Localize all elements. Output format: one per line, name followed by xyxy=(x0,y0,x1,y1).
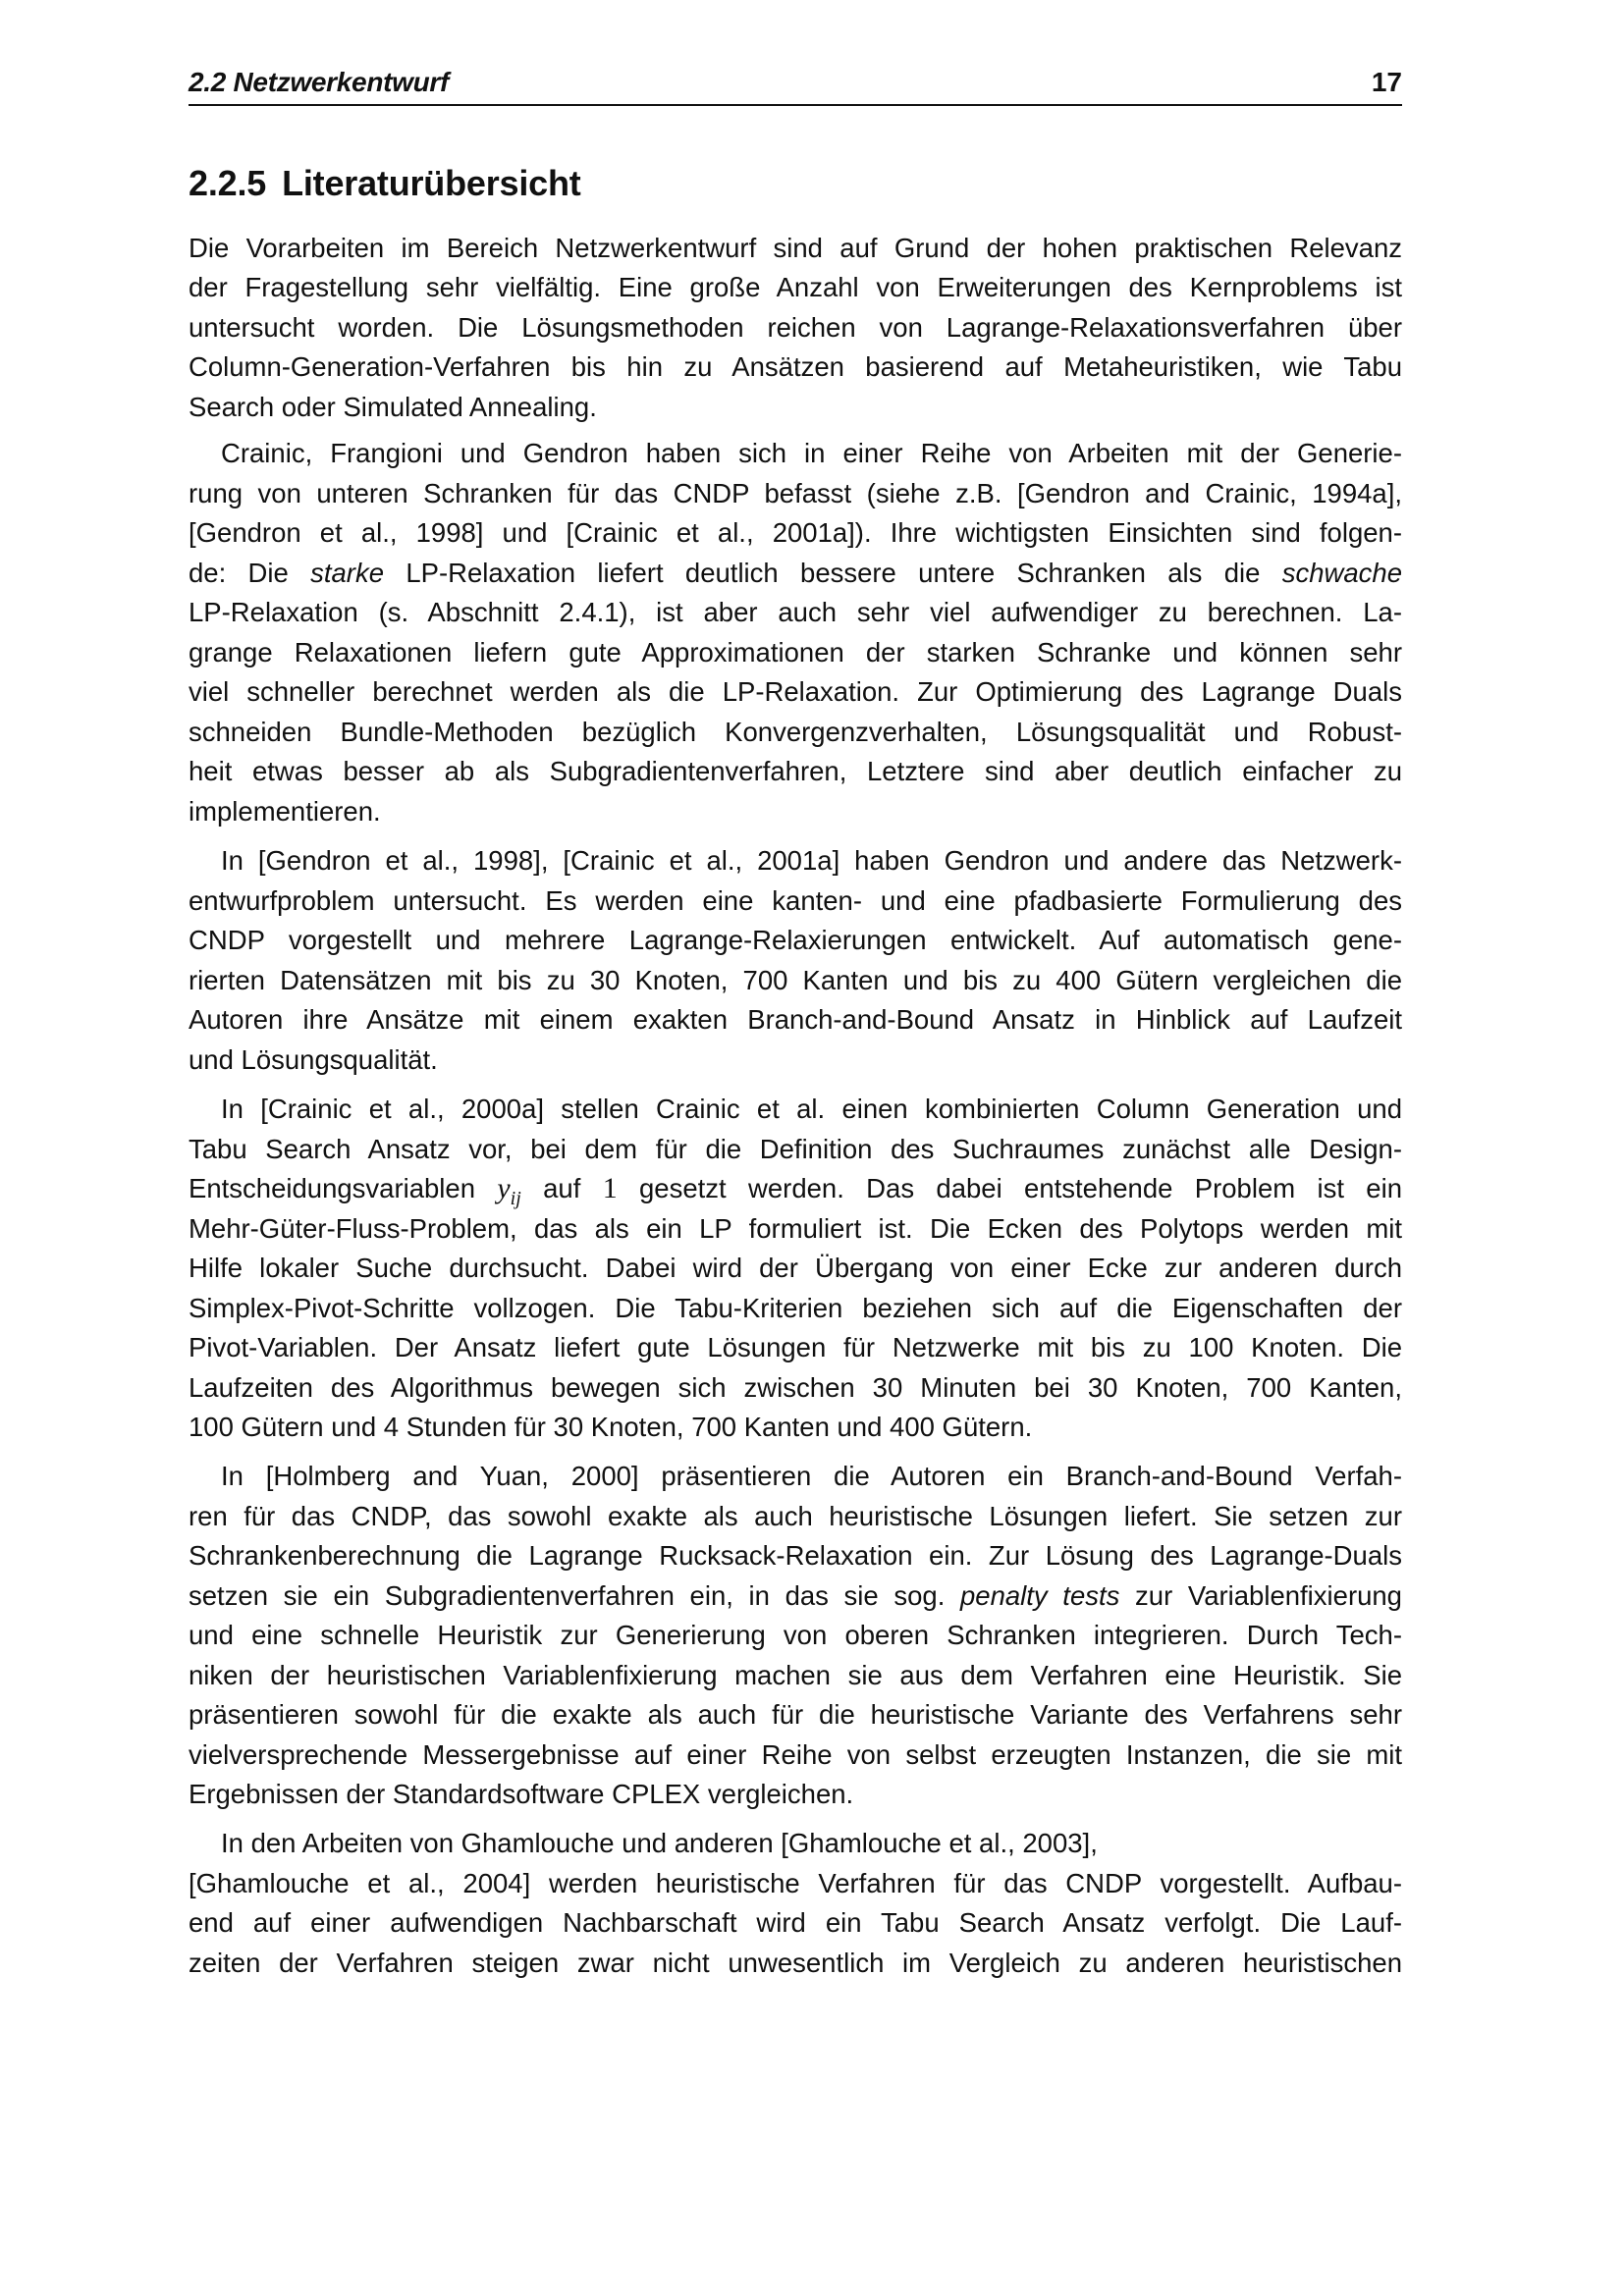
text-line: In [Holmberg and Yuan, 2000] präsentieren die Autoren ein Branch-and-Bound Verfah- xyxy=(221,1461,1402,1491)
text-line: 100 Gütern und 4 Stunden für 30 Knoten, 700 Kanten und 400 Gütern. xyxy=(189,1412,1033,1442)
text-line xyxy=(189,1576,1402,1616)
text-line: Search oder Simulated Annealing. xyxy=(189,392,597,422)
text-line: schneiden Bundle-Methoden bezüglich Konvergenzverhalten, Lösungsqualität und Robust- xyxy=(189,717,1402,747)
text-line: implementieren. xyxy=(189,796,381,827)
emphasis-penalty-tests: penalty tests xyxy=(959,1580,1120,1611)
text-line: Laufzeiten des Algorithmus bewegen sich zwischen 30 Minuten bei 30 Knoten, 700 Kanten, xyxy=(189,1372,1402,1403)
text-line: Ergebnissen der Standardsoftware CPLEX vergleichen. xyxy=(189,1779,854,1809)
text-run: gesetzt werden. Das dabei entstehende Problem ist ein xyxy=(617,1173,1403,1203)
text-line: vielversprechende Messergebnisse auf einer Reihe von selbst erzeugten Instanzen, die sie mit xyxy=(189,1739,1402,1770)
text-line: heit etwas besser ab als Subgradientenverfahren, Letztere sind aber deutlich einfacher zu xyxy=(189,756,1402,786)
text-line: Pivot-Variablen. Der Ansatz liefert gute Lösungen für Netzwerke mit bis zu 100 Knoten. Die xyxy=(189,1332,1402,1362)
math-variable-yij xyxy=(497,1172,521,1209)
text-line: Tabu Search Ansatz vor, bei dem für die Definition des Suchraumes zunächst alle Design- xyxy=(189,1134,1402,1164)
text-line xyxy=(189,554,1402,593)
text-line: Die Vorarbeiten im Bereich Netzwerkentwurf sind auf Grund der hohen praktischen Relevanz xyxy=(189,233,1402,263)
text-line: entwurfproblem untersucht. Es werden eine kanten- und eine pfadbasierte Formulierung des xyxy=(189,885,1402,916)
text-line: LP-Relaxation (s. Abschnitt 2.4.1), ist aber auch sehr viel aufwendiger zu berechnen. La- xyxy=(189,597,1402,627)
text-run: zur Variablenfixierung xyxy=(1119,1580,1402,1611)
text-line: grange Relaxationen liefern gute Approximationen der starken Schranke und können sehr xyxy=(189,637,1402,667)
text-line: untersucht worden. Die Lösungsmethoden reichen von Lagrange-Relaxationsverfahren über xyxy=(189,312,1402,343)
text-run: LP-Relaxation liefert deutlich bessere untere Schranken als die xyxy=(384,558,1282,588)
text-line: [Gendron et al., 1998] und [Crainic et al., 2001a]). Ihre wichtigsten Einsichten sind folgen- xyxy=(189,517,1402,548)
text-run: de: Die xyxy=(189,558,311,588)
section-title: Literaturübersicht xyxy=(282,163,581,203)
text-line: end auf einer aufwendigen Nachbarschaft wird ein Tabu Search Ansatz verfolgt. Die Lauf- xyxy=(189,1907,1402,1938)
text-line: Column-Generation-Verfahren bis hin zu Ansätzen basierend auf Metaheuristiken, wie Tabu xyxy=(189,351,1402,382)
text-line: Crainic, Frangioni und Gendron haben sich in einer Reihe von Arbeiten mit der Generie- xyxy=(221,438,1402,468)
text-line: Simplex-Pivot-Schritte vollzogen. Die Tabu-Kriterien beziehen sich auf die Eigenschaften der xyxy=(189,1293,1402,1323)
text-line xyxy=(189,1169,1402,1208)
text-line: Mehr-Güter-Fluss-Problem, das als ein LP formuliert ist. Die Ecken des Polytops werden mit xyxy=(189,1213,1402,1244)
text-line: und Lösungsqualität. xyxy=(189,1044,438,1075)
text-line: und eine schnelle Heuristik zur Generierung von oberen Schranken integrieren. Durch Tech- xyxy=(189,1620,1402,1650)
text-run: Entscheidungsvariablen xyxy=(189,1173,498,1203)
text-line: rierten Datensätzen mit bis zu 30 Knoten, 700 Kanten und bis zu 400 Gütern vergleichen die xyxy=(189,965,1402,995)
text-line: ren für das CNDP, das sowohl exakte als auch heuristische Lösungen liefert. Sie setzen zur xyxy=(189,1501,1402,1531)
text-line: CNDP vorgestellt und mehrere Lagrange-Relaxierungen entwickelt. Auf automatisch gene- xyxy=(189,925,1402,955)
text-line: In [Gendron et al., 1998], [Crainic et al., 2001a] haben Gendron und andere das Netzwerk- xyxy=(221,845,1402,876)
text-line: viel schneller berechnet werden als die LP-Relaxation. Zur Optimierung des Lagrange Duals xyxy=(189,676,1402,707)
emphasis-starke: starke xyxy=(310,558,385,588)
page-number: 17 xyxy=(1371,67,1402,97)
header-rule xyxy=(189,104,1402,106)
emphasis-schwache: schwache xyxy=(1281,558,1402,588)
math-subscript: ij xyxy=(510,1188,521,1209)
text-line: Schrankenberechnung die Lagrange Rucksack-Relaxation ein. Zur Lösung des Lagrange-Duals xyxy=(189,1540,1402,1571)
text-line: niken der heuristischen Variablenfixierung machen sie aus dem Verfahren eine Heuristik. Sie xyxy=(189,1660,1402,1690)
text-line: rung von unteren Schranken für das CNDP befasst (siehe z.B. [Gendron and Crainic, 1994a], xyxy=(189,478,1402,508)
running-header xyxy=(189,67,1402,100)
running-title: 2.2 Netzwerkentwurf xyxy=(189,67,450,97)
math-var: y xyxy=(497,1172,511,1204)
text-line: Autoren ihre Ansätze mit einem exakten Branch-and-Bound Ansatz in Hinblick auf Laufzeit xyxy=(189,1004,1402,1035)
text-line: Hilfe lokaler Suche durchsucht. Dabei wird der Übergang von einer Ecke zur anderen durch xyxy=(189,1253,1402,1283)
text-run: auf xyxy=(520,1173,603,1203)
text-line: In den Arbeiten von Ghamlouche und anderen [Ghamlouche et al., 2003], xyxy=(221,1828,1098,1858)
section-number: 2.2.5 xyxy=(189,163,267,203)
text-line: präsentieren sowohl für die exakte als auch für die heuristische Variante des Verfahrens sehr xyxy=(189,1699,1402,1730)
math-number: 1 xyxy=(602,1172,618,1204)
text-line: In [Crainic et al., 2000a] stellen Crainic et al. einen kombinierten Column Generation und xyxy=(221,1094,1402,1124)
text-run: setzen sie ein Subgradientenverfahren ein, in das sie sog. xyxy=(189,1580,960,1611)
section-heading xyxy=(189,163,581,204)
text-line: [Ghamlouche et al., 2004] werden heuristische Verfahren für das CNDP vorgestellt. Aufbau- xyxy=(189,1868,1402,1898)
text-line: zeiten der Verfahren steigen zwar nicht unwesentlich im Vergleich zu anderen heuristischen xyxy=(189,1948,1402,1978)
text-line: der Fragestellung sehr vielfältig. Eine große Anzahl von Erweiterungen des Kernproblems ist xyxy=(189,272,1402,302)
